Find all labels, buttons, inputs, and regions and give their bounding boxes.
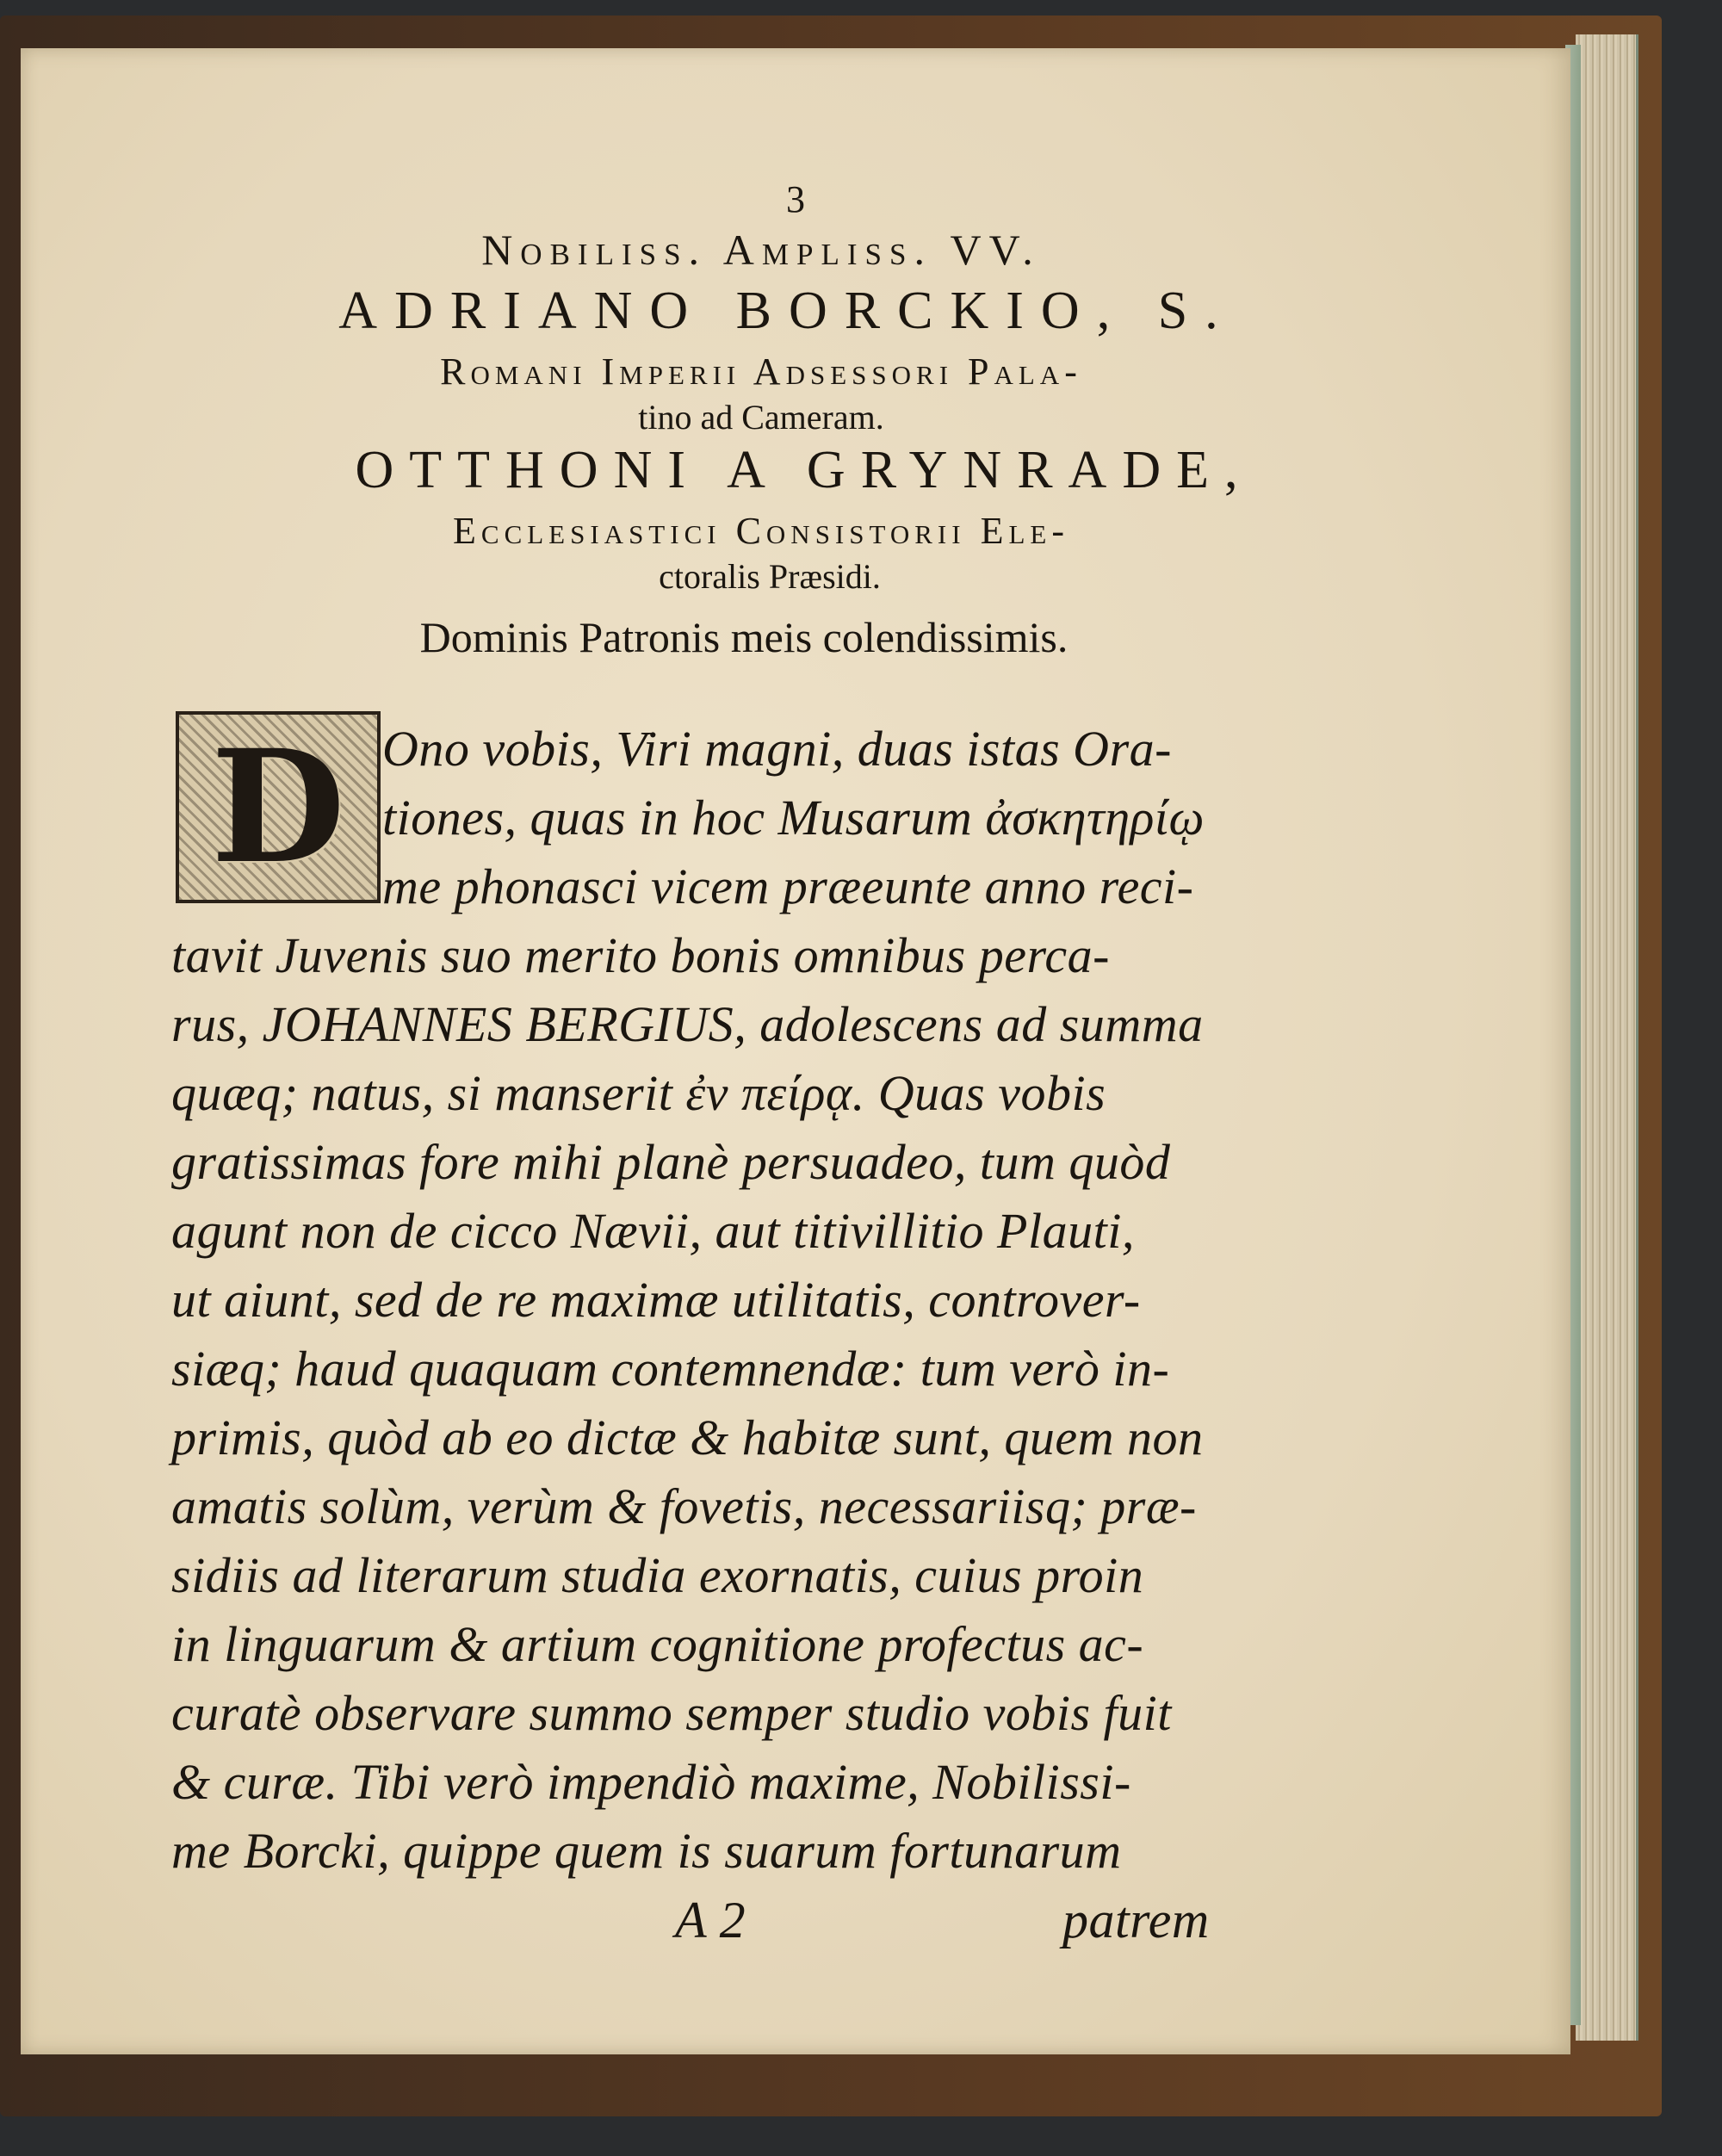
body-line-2: tiones, quas in hoc Musarum ἀσκητηρίῳ [382,790,1205,846]
body-line-8: agunt non de cicco Nævii, aut titivillitio Plauti, [171,1203,1135,1259]
heading-title-1: Romani Imperii Adsessori Pala- [440,350,1082,393]
heading-title-2-cont: ctoralis Præsidi. [659,557,881,596]
signature-mark: A 2 [675,1892,746,1948]
dedication-line: Dominis Patronis meis colendissimis. [419,613,1069,661]
heading-line-1: Nobiliss. Ampliss. VV. [481,226,1041,274]
body-line-1: Ono vobis, Viri magni, duas istas Ora- [382,721,1172,777]
catchword: patrem [1062,1892,1210,1948]
body-line-13: sidiis ad literarum studia exornatis, cuius proin [171,1547,1144,1603]
body-line-12: amatis solùm, verùm & fovetis, necessariisq; præ- [171,1478,1197,1534]
initial-letter: D [210,716,346,898]
heading-title-2: Ecclesiastici Consistorii Ele- [453,510,1069,552]
body-line-7: gratissimas fore mihi planè persuadeo, tum quòd [171,1134,1171,1190]
body-line-16: & curæ. Tibi verò impendiò maxime, Nobilissi- [171,1754,1131,1810]
body-line-9: ut aiunt, sed de re maximæ utilitatis, controver- [171,1272,1141,1328]
body-line-17: me Borcki, quippe quem is suarum fortunarum [171,1823,1122,1879]
heading-addressee-1: ADRIANO BORCKIO, S. [338,282,1236,340]
page-number: 3 [786,178,805,220]
body-line-11: primis, quòd ab eo dictæ & habitæ sunt, quem non [171,1409,1204,1465]
page-edges [1576,34,1638,2041]
body-line-14: in linguarum & artium cognitione profectus ac- [171,1616,1144,1672]
book-page [21,48,1570,2054]
body-line-3: me phonasci vicem præeunte anno reci- [382,858,1194,914]
body-line-15: curatè observare summo semper studio vobis fuit [171,1685,1172,1741]
body-line-6: quæq; natus, si manserit ἐν πείρᾳ. Quas vobis [171,1065,1106,1121]
heading-addressee-2: OTTHONI A GRYNRADE, [355,441,1254,499]
body-line-4: tavit Juvenis suo merito bonis omnibus perca- [171,927,1110,983]
body-line-5: rus, JOHANNES BERGIUS, adolescens ad summa [171,996,1204,1052]
body-line-10: siæq; haud quaquam contemnendæ: tum verò in- [171,1341,1170,1397]
heading-title-1-cont: tino ad Cameram. [638,398,884,437]
decorated-initial [176,711,381,903]
